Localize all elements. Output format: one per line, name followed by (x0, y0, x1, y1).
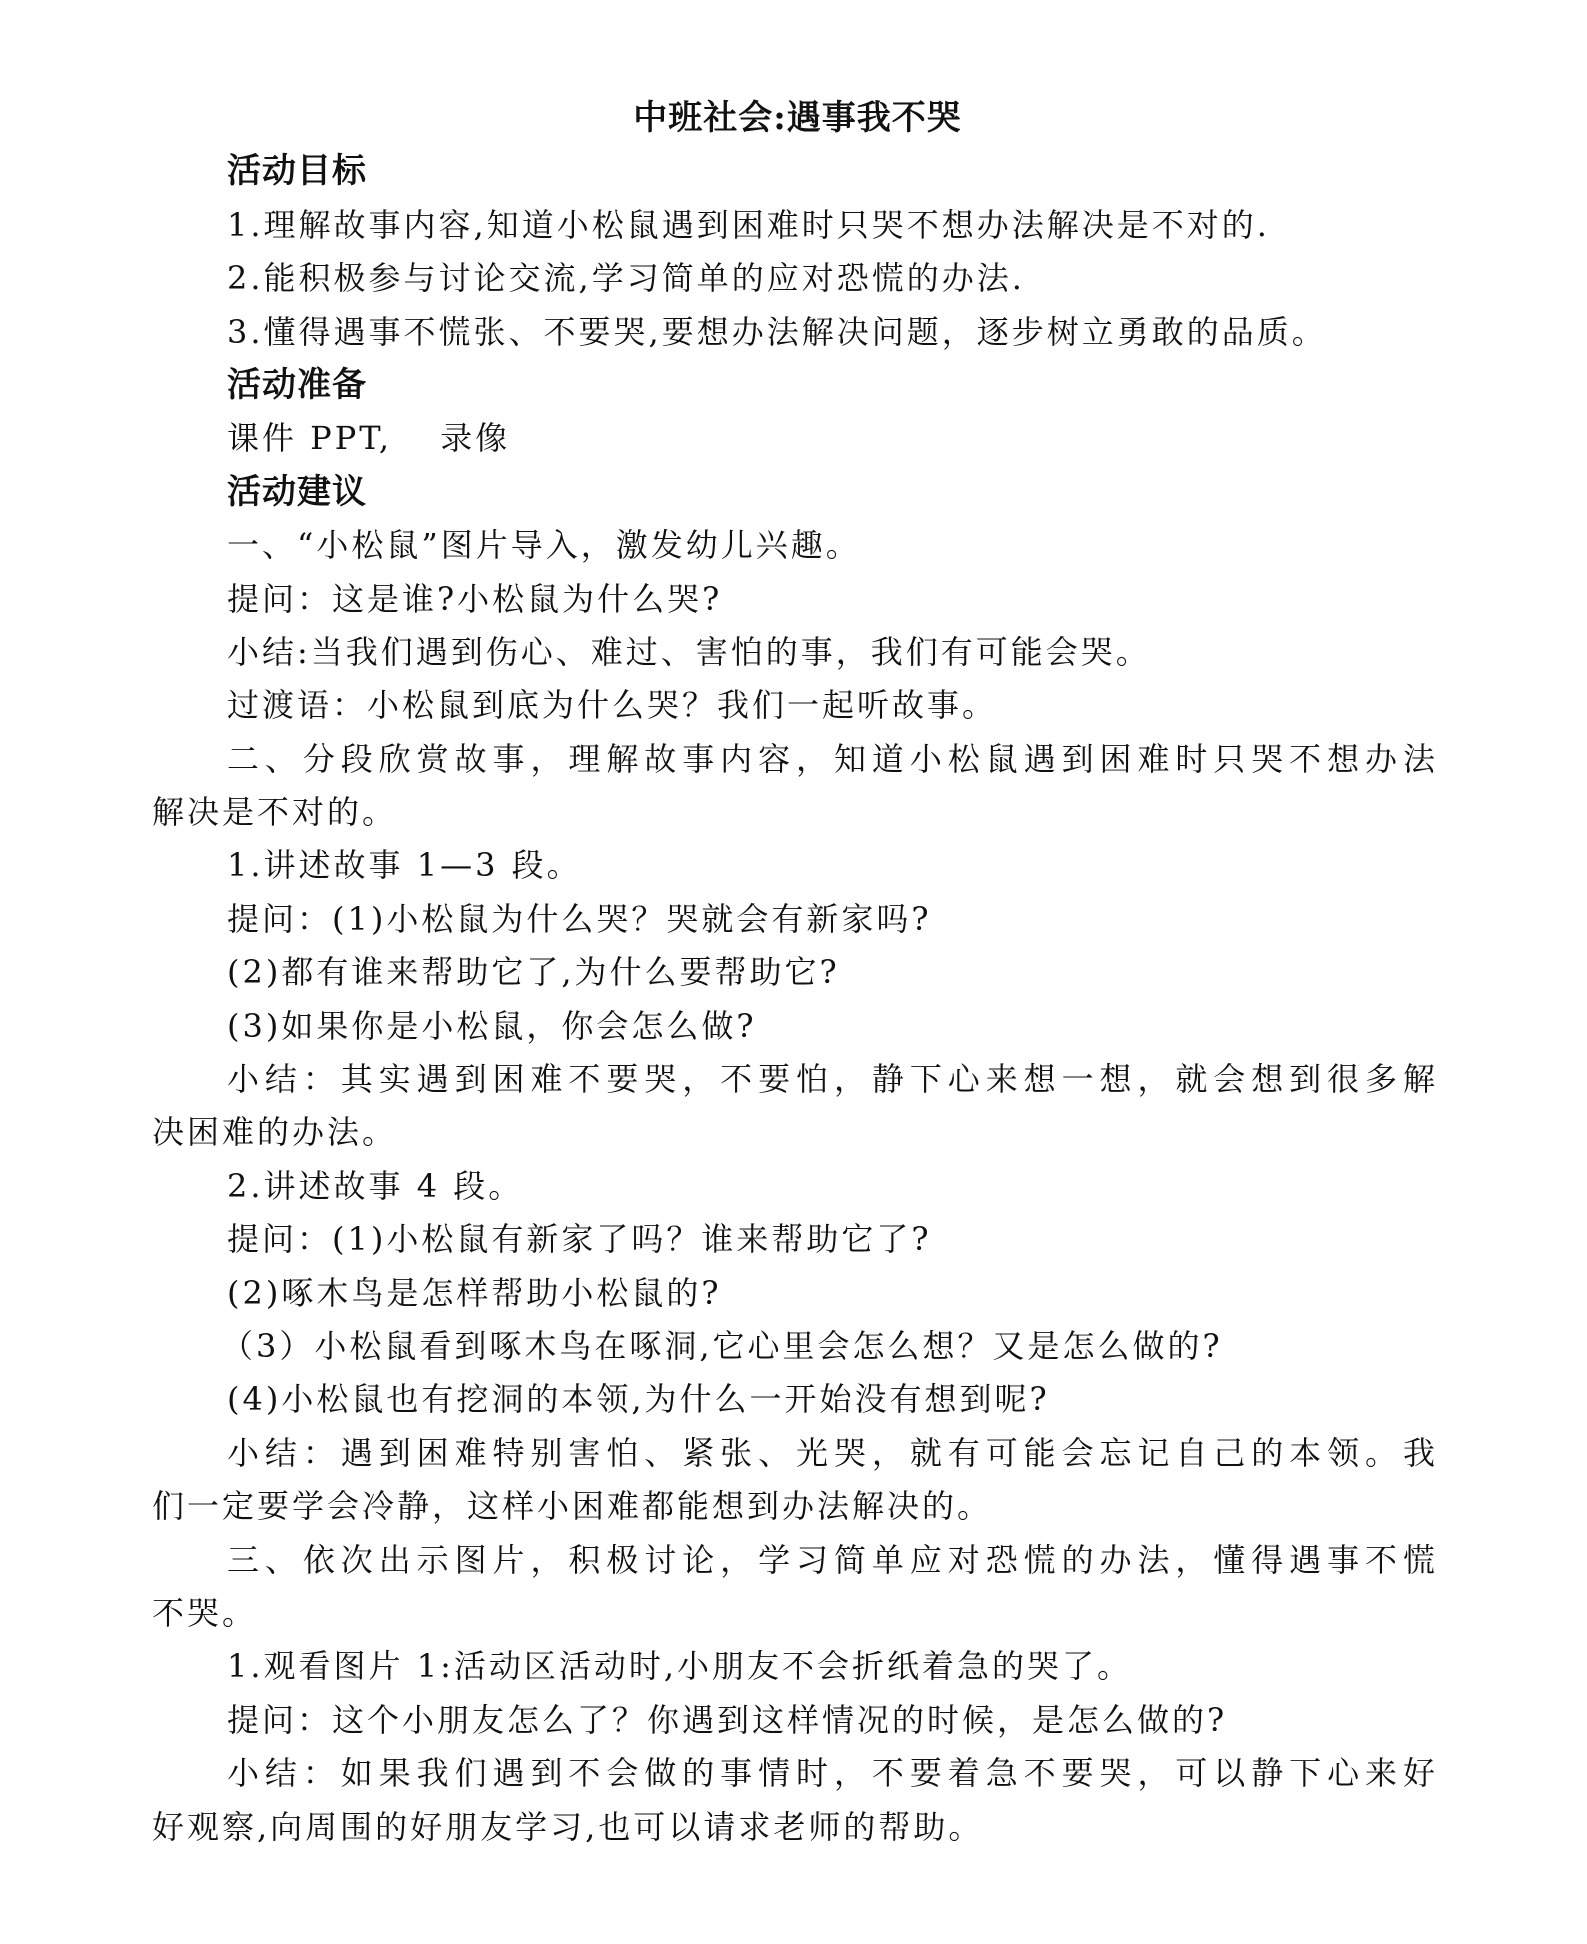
paragraph-line: 课件 PPT, 录像 (227, 419, 511, 458)
paragraph-line: 1.理解故事内容,知道小松鼠遇到困难时只哭不想办法解决是不对的. (227, 205, 1270, 244)
paragraph-line: 们一定要学会冷静，这样小困难都能想到办法解决的。 (152, 1487, 993, 1526)
paragraph-line: 解决是不对的。 (152, 793, 398, 832)
paragraph-line: (2)啄木鸟是怎样帮助小松鼠的? (227, 1273, 722, 1312)
section-heading: 活动目标 (227, 151, 367, 192)
paragraph-line: 提问：这是谁?小松鼠为什么哭? (227, 579, 723, 618)
paragraph-line: 小结：如果我们遇到不会做的事情时，不要着急不要哭，可以静下心来好 (227, 1754, 1438, 1793)
paragraph-line: 决困难的办法。 (152, 1113, 398, 1152)
paragraph-line: 1.讲述故事 1—3 段。 (227, 846, 582, 885)
paragraph-line: 提问：(1)小松鼠有新家了吗？谁来帮助它了? (227, 1220, 932, 1259)
paragraph-line: (4)小松鼠也有挖洞的本领,为什么一开始没有想到呢? (227, 1380, 1050, 1419)
paragraph-line: 二、分段欣赏故事，理解故事内容，知道小松鼠遇到困难时只哭不想办法 (227, 739, 1438, 778)
paragraph-line: 好观察,向周围的好朋友学习,也可以请求老师的帮助。 (152, 1807, 984, 1846)
paragraph-line: 三、依次出示图片，积极讨论，学习简单应对恐慌的办法，懂得遇事不慌 (227, 1540, 1438, 1579)
section-heading: 活动准备 (227, 364, 367, 405)
paragraph-line: 不哭。 (152, 1593, 258, 1632)
paragraph-line: (3)如果你是小松鼠，你会怎么做? (227, 1006, 757, 1045)
paragraph-line: （3）小松鼠看到啄木鸟在啄洞,它心里会怎么想？又是怎么做的? (221, 1326, 1223, 1365)
paragraph-line: 小结：其实遇到困难不要哭，不要怕，静下心来想一想，就会想到很多解 (227, 1060, 1438, 1099)
paragraph-line: 2.讲述故事 4 段。 (227, 1166, 524, 1205)
paragraph-line: 一、“小松鼠”图片导入，激发幼儿兴趣。 (227, 526, 861, 565)
paragraph-line: 小结:当我们遇到伤心、难过、害怕的事，我们有可能会哭。 (227, 632, 1151, 671)
paragraph-line: (2)都有谁来帮助它了,为什么要帮助它? (227, 953, 840, 992)
paragraph-line: 提问：这个小朋友怎么了？你遇到这样情况的时候，是怎么做的? (227, 1700, 1228, 1739)
paragraph-line: 过渡语：小松鼠到底为什么哭？我们一起听故事。 (227, 686, 998, 725)
paragraph-line: 提问：(1)小松鼠为什么哭？哭就会有新家吗? (227, 899, 932, 938)
paragraph-line: 小结：遇到困难特别害怕、紧张、光哭，就有可能会忘记自己的本领。我 (227, 1433, 1438, 1472)
paragraph-line: 2.能积极参与讨论交流,学习简单的应对恐慌的办法. (227, 259, 1025, 298)
document-title: 中班社会:遇事我不哭 (633, 98, 962, 138)
section-heading: 活动建议 (227, 471, 367, 512)
paragraph-line: 3.懂得遇事不慌张、不要哭,要想办法解决问题，逐步树立勇敢的品质。 (227, 312, 1327, 351)
document-page (0, 92, 1587, 1854)
paragraph-line: 1.观看图片 1:活动区活动时,小朋友不会折纸着急的哭了。 (227, 1647, 1133, 1686)
